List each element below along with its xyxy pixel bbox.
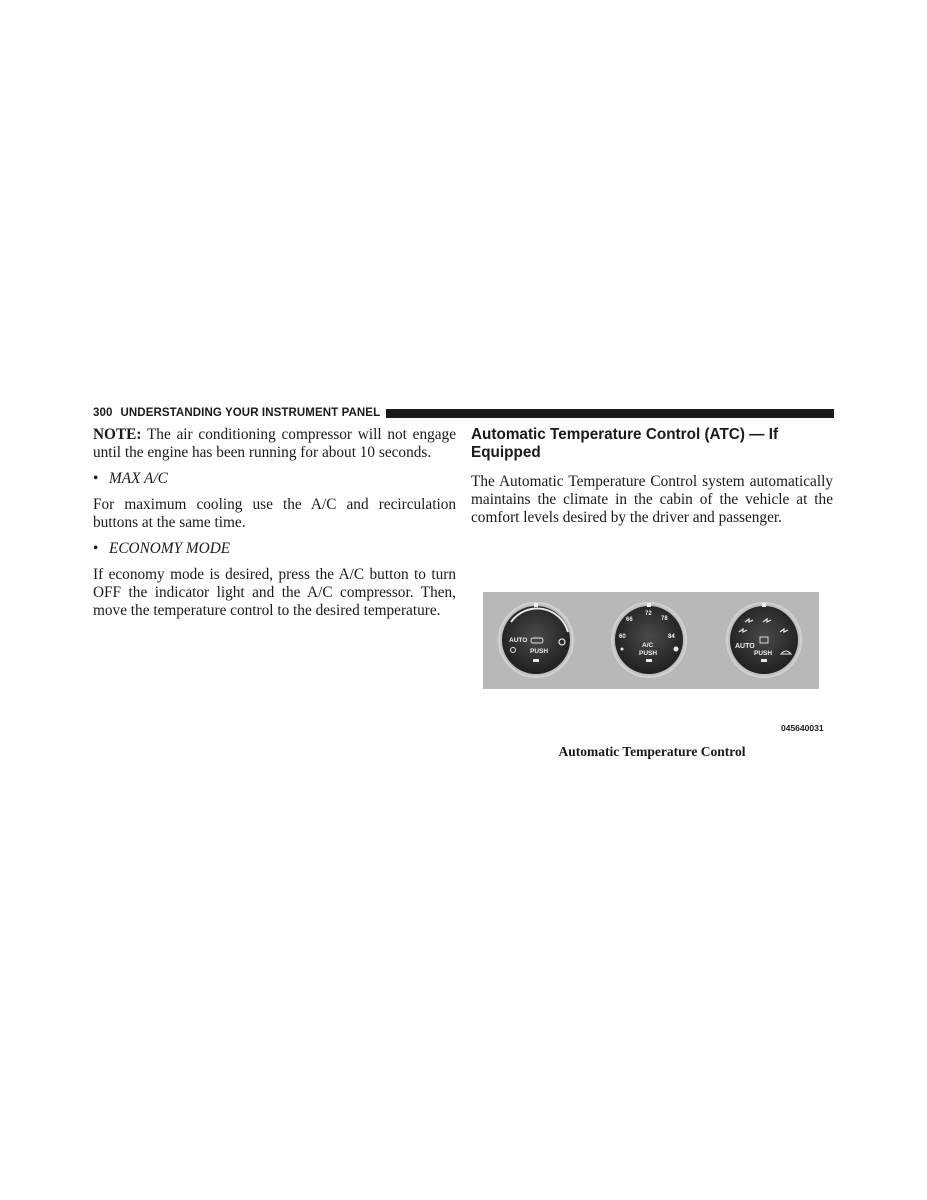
bullet-dot: • [93, 540, 99, 557]
temp-78-label: 78 [661, 616, 668, 622]
right-column [471, 426, 833, 527]
note-paragraph [93, 426, 456, 462]
section-heading: Automatic Temperature Control (ATC) — If Equipped [471, 426, 779, 461]
max-ac-paragraph: For maximum cooling use the A/C and recirculation buttons at the same time. [93, 496, 456, 531]
ac-label: A/C [642, 642, 654, 649]
bullet-economy-mode [93, 540, 456, 558]
note-label: NOTE: [93, 426, 142, 443]
figure-code: 045640031 [781, 723, 824, 733]
header-rule [386, 409, 834, 418]
left-auto-label: AUTO [509, 637, 528, 644]
temp-72-label: 72 [645, 611, 652, 617]
knob-right [726, 602, 802, 678]
atc-panel-image [483, 592, 819, 689]
right-auto-label: AUTO [735, 643, 755, 650]
bullet-label: ECONOMY MODE [109, 540, 231, 557]
center-push-label: PUSH [639, 650, 658, 657]
temp-60-label: 60 [619, 634, 626, 640]
temp-84-label: 84 [668, 634, 675, 640]
header-section-title: UNDERSTANDING YOUR INSTRUMENT PANEL [120, 407, 381, 419]
header-text [93, 407, 380, 419]
economy-mode-paragraph: If economy mode is desired, press the A/C button to turn OFF the indicator light and the A/C compressor. Then, move the temperature control to the desired temperature. [93, 566, 456, 619]
running-header [93, 405, 834, 421]
right-push-label: PUSH [754, 650, 773, 657]
left-push-label: PUSH [530, 648, 549, 655]
bullet-dot: • [93, 470, 99, 487]
left-column [93, 426, 456, 620]
note-text: The air conditioning compressor will not engage until the engine has been running for about 10 seconds. [93, 426, 456, 461]
temp-66-label: 66 [626, 617, 633, 623]
bullet-max-ac [93, 470, 456, 488]
bullet-label: MAX A/C [109, 470, 168, 487]
page-number: 300 [93, 407, 113, 419]
figure-caption: Automatic Temperature Control [558, 744, 746, 759]
atc-paragraph: The Automatic Temperature Control system automatically maintains the climate in the cabin of the vehicle at the comfort levels desired by the driver and passenger. [471, 473, 833, 526]
